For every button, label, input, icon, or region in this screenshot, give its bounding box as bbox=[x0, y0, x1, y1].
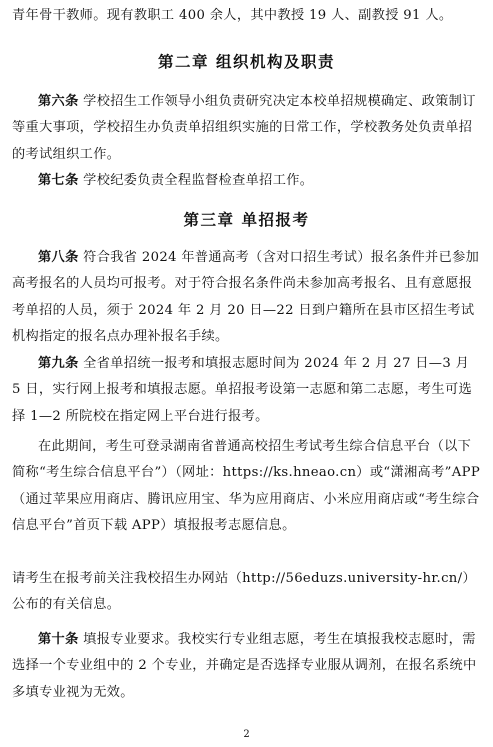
article-9-text: 全省单招统一报考和填报志愿时间为 2024 年 2 月 27 日—3 月 5 日，实行网上报考和填报志愿。单招报考设第一志愿和第二志愿，考生可选择 1—2 所院校在指定网上平台进行报考。 bbox=[12, 356, 473, 424]
article-7-paragraph bbox=[12, 168, 482, 194]
article-8-label: 第八条 bbox=[38, 250, 79, 265]
article-10-paragraph bbox=[12, 627, 482, 706]
article-6-label: 第六条 bbox=[38, 94, 79, 109]
chapter-3-heading: 第三章 单招报考 bbox=[183, 210, 310, 229]
article-7-label: 第七条 bbox=[38, 173, 79, 188]
article-9-label: 第九条 bbox=[38, 356, 79, 371]
page-number: 2 bbox=[243, 729, 250, 740]
intro-paragraph: 青年骨干教师。现有教职工 400 余人，其中教授 19 人、副教授 91 人。 bbox=[12, 8, 453, 23]
article-9-paragraph bbox=[12, 351, 482, 430]
platform-paragraph: 在此期间，考生可登录湖南省普通高校招生考试考生综合信息平台（以下简称“考生综合信息平台”）（网址：https://ks.hneao.cn）或“潇湘高考”APP（通过苹果应用商店、腾讯应用宝、华为应用商店、小米应用商店或“考生综合信息平台”首页下载 APP）填报报考志愿信息。 bbox=[12, 439, 481, 534]
article-10-label: 第十条 bbox=[38, 632, 79, 647]
article-8-text: 符合我省 2024 年普通高考（含对口招生考试）报名条件并已参加高考报名的人员均可报考。对于符合报名条件尚未参加高考报名、且有意愿报考单招的人员，须于 2024 年 2 月 20 日—22 日到户籍所在县市区招生考试机构指定的报名点办理补报名手续。 bbox=[12, 250, 480, 345]
article-6-paragraph bbox=[12, 89, 482, 168]
notice-paragraph: 请考生在报考前关注我校招生办网站（http://56eduzs.university-hr.cn/）公布的有关信息。 bbox=[12, 571, 476, 613]
article-7-text: 学校纪委负责全程监督检查单招工作。 bbox=[78, 173, 314, 188]
article-8-paragraph bbox=[12, 245, 482, 351]
chapter-2-heading: 第二章 组织机构及职责 bbox=[158, 52, 335, 71]
article-6-text: 学校招生工作领导小组负责研究决定本校单招规模确定、政策制订等重大事项，学校招生办负责单招组织实施的日常工作，学校教务处负责单招的考试组织工作。 bbox=[12, 94, 476, 162]
article-10-text: 填报专业要求。我校实行专业组志愿，考生在填报我校志愿时，需选择一个专业组中的 2 个专业，并确定是否选择专业服从调剂，在报名系统中多填专业视为无效。 bbox=[12, 632, 477, 700]
